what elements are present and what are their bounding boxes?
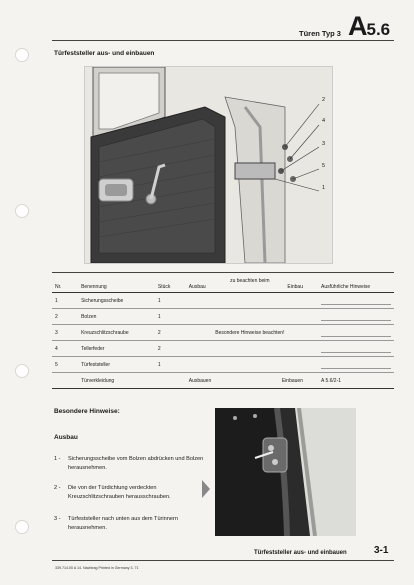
header-title: Türen Typ 3 [299,29,341,38]
callout-label: 3 [322,141,326,147]
row-nr: 1 [52,293,78,309]
header-code [348,11,390,42]
row-name: Kreuzschlitzschraube [78,325,155,341]
binder-hole [15,520,29,534]
row-ref: A 5.6/2-1 [318,373,394,389]
table-row [52,293,394,309]
row-ref [318,341,394,357]
row-ref [318,293,394,309]
table-top-rule [52,272,394,273]
detail-photo-image [215,408,356,536]
callout-label: 2 [322,97,326,103]
row-nr: 4 [52,341,78,357]
notes-title: Besondere Hinweise: [54,408,120,415]
col-observe [182,276,318,293]
binder-hole [15,48,29,62]
table-row [52,341,394,357]
callout-label: 1 [322,185,326,191]
table-header-row [52,276,394,293]
col-removal: Ausbau [188,284,206,290]
col-name: Benennung [78,276,155,293]
door-figure [84,66,333,264]
header-rule [52,40,394,41]
step-item [54,515,204,533]
row-name: Bolzen [78,309,155,325]
step-text: Türfeststeller nach unten aus dem Türinnern herausnehmen. [68,516,178,531]
detail-photo [215,408,356,536]
table-row [52,357,394,373]
row-qty: 1 [155,293,182,309]
print-info: 339.714.00 A 14. Nachtrag Printed in Germany 3. 71 [55,566,139,570]
col-install: Einbau [287,284,303,290]
row-observe [182,373,318,389]
header-code-number: 5.6 [366,20,391,39]
row-nr: 2 [52,309,78,325]
footer-rule [52,560,394,561]
col-qty: Stück [155,276,182,293]
arrow-right-icon [202,480,210,498]
header-code-letter: A [348,11,367,41]
step-number: 1 - [54,456,61,462]
row-nr: 3 [52,325,78,341]
page-number: 3-1 [374,545,389,556]
row-observe [182,309,318,325]
binder-hole [15,364,29,378]
row-observe [182,293,318,309]
row-qty: 1 [155,357,182,373]
special-note: Besondere Hinweise beachten! [182,325,318,341]
step-item [54,455,204,473]
row-install: Einbauen [281,377,303,384]
row-qty [155,373,182,389]
row-name: Türverkleidung [78,373,155,389]
row-name: Sicherungsscheibe [78,293,155,309]
parts-table [52,276,394,389]
row-ref [318,357,394,373]
step-text: Die von der Türdichtung verdeckten Kreuzschlitzschrauben herausschrauben. [68,485,171,500]
callout-label: 4 [322,118,326,124]
col-observe-label: zu beachten beim [230,278,270,284]
row-observe [182,341,318,357]
row-ref [318,309,394,325]
table-row [52,373,394,389]
col-detailed: Ausführliche Hinweise [318,276,394,293]
row-name: Tellerfeder [78,341,155,357]
row-qty: 1 [155,309,182,325]
row-qty: 2 [155,325,182,341]
table-row [52,325,394,341]
row-removal: Ausbauen [188,377,212,384]
step-number: 3 - [54,516,61,522]
section-title: Türfeststeller aus- und einbauen [54,50,155,57]
col-nr: Nr. [52,276,78,293]
row-qty: 2 [155,341,182,357]
step-item [54,484,204,502]
step-text: Sicherungsscheibe vom Bolzen abdrücken und Bolzen herausnehmen. [68,456,204,471]
table-row [52,309,394,325]
row-ref [318,325,394,341]
callout-label: 5 [322,163,326,169]
row-observe [182,357,318,373]
row-nr: 5 [52,357,78,373]
step-number: 2 - [54,485,61,491]
binder-hole [15,204,29,218]
row-nr [52,373,78,389]
footer-title: Türfeststeller aus- und einbauen [254,550,347,556]
door-illustration [85,67,332,263]
row-name: Türfeststeller [78,357,155,373]
notes-subtitle: Ausbau [54,434,78,441]
